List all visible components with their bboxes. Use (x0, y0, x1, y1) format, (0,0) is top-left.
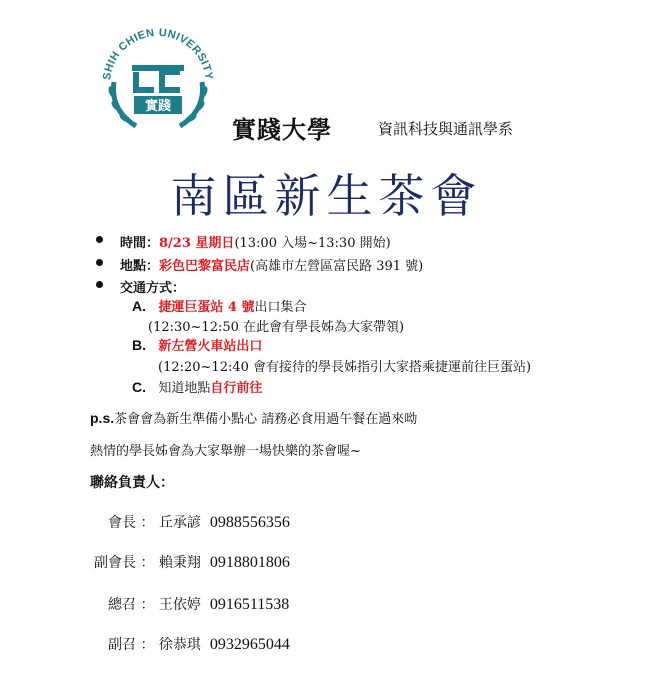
option-c-letter: C. (132, 379, 146, 395)
ps-note (90, 408, 417, 427)
time-highlight: 8/23 星期日 (159, 236, 235, 251)
option-a-letter: A. (132, 298, 146, 314)
contact-role: 會長 (108, 515, 136, 531)
transport-heading (120, 277, 185, 296)
option-b-letter: B. (132, 337, 146, 353)
contact-phone: 0918801806 (209, 554, 290, 571)
contact-sep: ： (140, 597, 155, 613)
ps-label: p.s. (90, 410, 115, 426)
place-label: 地點： (120, 259, 160, 274)
department-name: 資訊科技與通訊學系 (378, 120, 514, 138)
option-a-rest: 出口集合 (254, 300, 307, 315)
time-label: 時間： (120, 236, 160, 251)
contact-phone: 0988556356 (209, 514, 290, 531)
transport-label: 交通方式： (120, 281, 186, 296)
invite-note: 熱情的學長姊會為大家舉辦一場快樂的茶會喔~ (90, 444, 361, 459)
university-name: 實踐大學 (232, 115, 332, 144)
contact-name: 賴秉翔 (158, 555, 201, 571)
contact-sep: ： (140, 555, 155, 571)
logo-arc-text: SHIH CHIEN UNIVERSITY (101, 26, 215, 81)
contact-name: 徐恭琪 (158, 637, 201, 653)
contact-role: 副會長 (94, 555, 136, 571)
contact-role: 副召 (108, 637, 136, 653)
contact-sep: ： (140, 515, 155, 531)
transport-option-b (132, 335, 262, 354)
contact-name: 丘承諺 (158, 515, 201, 531)
time-line (120, 232, 391, 251)
contact-sep: ： (140, 637, 155, 653)
option-c-prefix: 知道地點 (158, 381, 211, 396)
contacts-heading: 聯絡負責人： (90, 475, 174, 491)
place-line (120, 255, 423, 274)
time-rest: (13:00 入場~13:30 開始) (234, 236, 391, 251)
option-b-highlight: 新左營火車站出口 (158, 339, 263, 354)
university-logo (96, 22, 220, 140)
bullet-icon (96, 236, 103, 243)
transport-option-a (132, 296, 307, 315)
option-a-note: (12:30~12:50 在此會有學長姊為大家帶領) (148, 320, 405, 335)
place-highlight: 彩色巴黎富民店 (159, 259, 251, 274)
contact-name: 王依婷 (158, 597, 201, 613)
contact-phone: 0916511538 (209, 596, 290, 613)
contact-phone: 0932965044 (209, 636, 290, 653)
contact-row (108, 634, 290, 654)
option-b-note: (12:20~12:40 會有接待的學長姊指引大家搭乘捷運前往巨蛋站) (158, 360, 532, 375)
contact-role: 總召 (108, 597, 136, 613)
svg-text:SHIH CHIEN UNIVERSITY (101, 27, 215, 81)
contact-row (94, 552, 290, 572)
place-rest: (高雄市左營區富民路 391 號) (250, 259, 424, 274)
contact-row (108, 512, 290, 532)
event-title: 南區新生茶會 (170, 169, 483, 223)
bullet-icon (96, 281, 103, 288)
option-a-highlight: 捷運巨蛋站 4 號 (158, 300, 255, 315)
option-c-highlight: 自行前往 (210, 381, 263, 396)
contact-row (108, 594, 289, 614)
logo-emblem-text: 實踐 (144, 99, 172, 114)
transport-option-c (132, 377, 262, 396)
university-seal-icon (96, 22, 220, 140)
bullet-icon (96, 259, 103, 266)
ps-text: 茶會會為新生準備小點心 請務必食用過午餐在過來呦 (114, 412, 418, 427)
